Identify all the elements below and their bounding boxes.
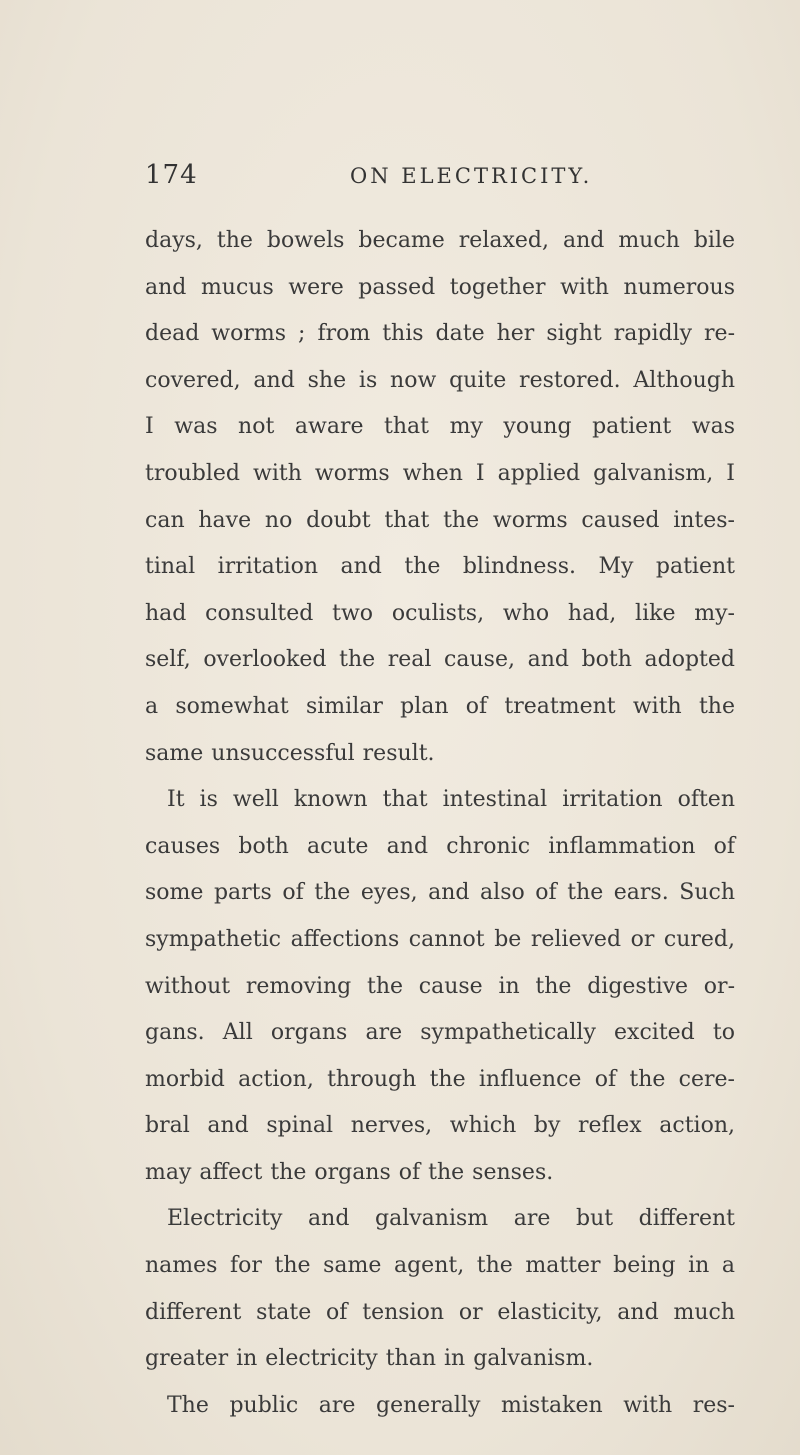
text-line: Electricity and galvanism are but different: [167, 1206, 735, 1232]
text-line: causes both acute and chronic inflammation of: [145, 833, 735, 859]
page-number: 174: [145, 160, 198, 190]
text-line: bral and spinal nerves, which by reflex action,: [145, 1113, 735, 1139]
text-line: different state of tension or elasticity, and much: [145, 1299, 735, 1325]
text-line: days, the bowels became relaxed, and much bile: [145, 228, 735, 253]
text-line: troubled with worms when I applied galvanism, I: [145, 460, 735, 486]
text-line: dead worms ; from this date her sight rapidly re-: [145, 321, 735, 347]
text-line: had consulted two oculists, who had, like my-: [145, 600, 735, 626]
text-line: tinal irritation and the blindness. My patient: [145, 554, 735, 580]
text-line: covered, and she is now quite restored. Although: [145, 367, 735, 393]
body-text: [145, 218, 735, 1429]
text-line: without removing the cause in the digestive or-: [145, 973, 735, 999]
text-line: It is well known that intestinal irritation often: [167, 787, 735, 813]
text-line: morbid action, through the influence of the cere-: [145, 1066, 735, 1092]
text-line: self, overlooked the real cause, and both adopted: [145, 647, 735, 673]
text-line: may affect the organs of the senses.: [145, 1159, 554, 1185]
text-line: gans. All organs are sympathetically excited to: [145, 1020, 735, 1046]
text-line: greater in electricity than in galvanism.: [145, 1346, 594, 1372]
text-line: The public are generally mistaken with res-: [167, 1392, 735, 1418]
text-line: sympathetic affections cannot be relieved or cured,: [145, 926, 735, 952]
text-line: I was not aware that my young patient was: [145, 414, 735, 440]
text-line: names for the same agent, the matter being in a: [145, 1253, 735, 1279]
running-head: ON ELECTRICITY.: [350, 164, 593, 188]
text-line: some parts of the eyes, and also of the ears. Such: [145, 880, 735, 906]
text-line: same unsuccessful result.: [145, 740, 435, 766]
text-line: and mucus were passed together with numerous: [145, 274, 735, 300]
text-line: can have no doubt that the worms caused intes-: [145, 507, 735, 533]
text-line: a somewhat similar plan of treatment with the: [145, 693, 735, 719]
page-header: [145, 160, 735, 200]
